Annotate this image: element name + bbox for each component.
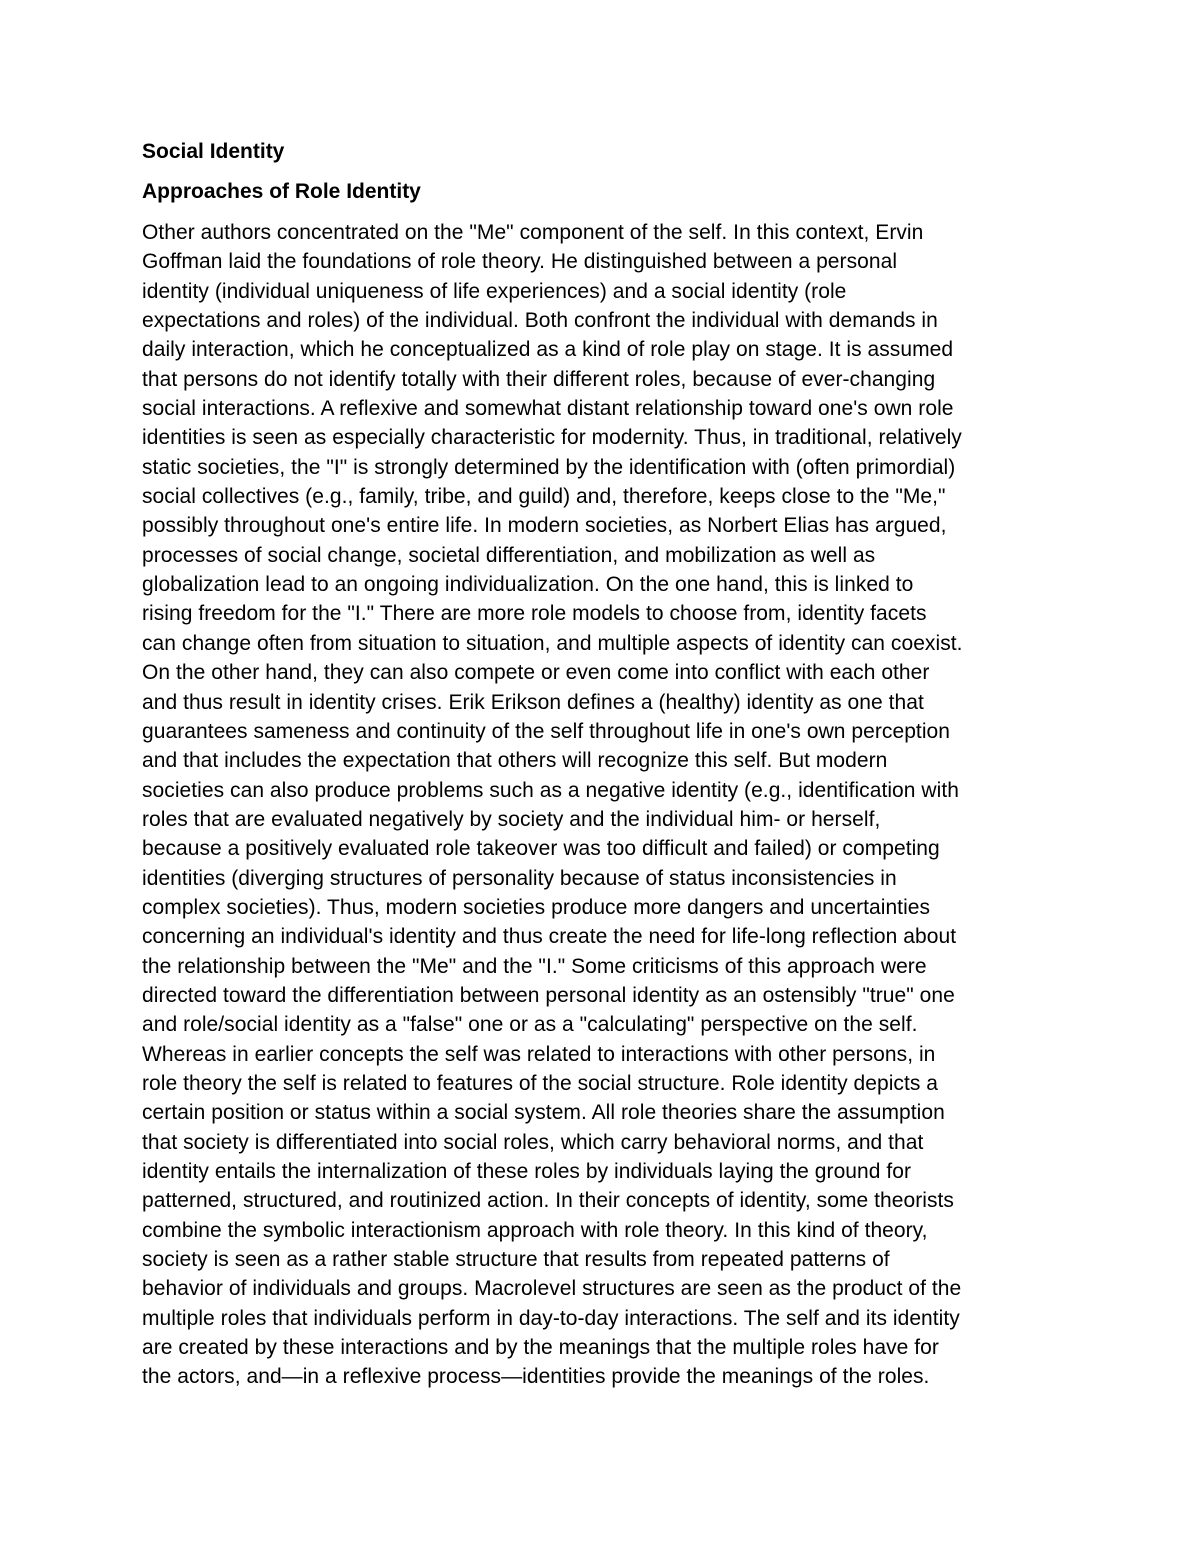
paragraph-line: expectations and roles) of the individual. Both confront the individual with demands in: [142, 309, 938, 333]
paragraph-line: patterned, structured, and routinized action. In their concepts of identity, some theorists: [142, 1189, 954, 1213]
paragraph-line: and that includes the expectation that others will recognize this self. But modern: [142, 749, 888, 773]
paragraph-line: the actors, and—in a reflexive process—identities provide the meanings of the roles.: [142, 1365, 930, 1389]
paragraph-line: roles that are evaluated negatively by society and the individual him- or herself,: [142, 807, 881, 831]
document-title: Social Identity: [142, 140, 285, 163]
paragraph-line: social collectives (e.g., family, tribe, and guild) and, therefore, keeps close to the "Me,": [142, 485, 946, 509]
paragraph-line: processes of social change, societal differentiation, and mobilization as well as: [142, 543, 876, 567]
paragraph-line: complex societies). Thus, modern societies produce more dangers and uncertainties: [142, 895, 931, 919]
paragraph-line: concerning an individual's identity and thus create the need for life-long reflection about: [142, 925, 957, 949]
paragraph-line: directed toward the differentiation between personal identity as an ostensibly "true" one: [142, 983, 955, 1007]
paragraph-line: static societies, the "I" is strongly determined by the identification with (often primordial): [142, 455, 956, 479]
paragraph-line: identities is seen as especially characteristic for modernity. Thus, in traditional, relatively: [142, 426, 962, 450]
paragraph-line: society is seen as a rather stable structure that results from repeated patterns of: [142, 1248, 890, 1272]
paragraph-line: and thus result in identity crises. Erik Erikson defines a (healthy) identity as one that: [142, 690, 924, 714]
paragraph-line: identity entails the internalization of these roles by individuals laying the ground for: [142, 1160, 912, 1183]
paragraph-line: guarantees sameness and continuity of the self throughout life in one's own perception: [142, 719, 950, 743]
paragraph-line: can change often from situation to situation, and multiple aspects of identity can coexist.: [142, 631, 963, 655]
paragraph-line: globalization lead to an ongoing individualization. On the one hand, this is linked to: [142, 573, 914, 597]
body-paragraph: [142, 218, 1077, 1392]
paragraph-line: because a positively evaluated role takeover was too difficult and failed) or competing: [142, 837, 940, 861]
paragraph-line: identity (individual uniqueness of life experiences) and a social identity (role: [142, 279, 847, 303]
paragraph-line: that society is differentiated into social roles, which carry behavioral norms, and that: [142, 1130, 924, 1154]
paragraph-line: Goffman laid the foundations of role theory. He distinguished between a personal: [142, 250, 898, 274]
paragraph-line: Other authors concentrated on the "Me" component of the self. In this context, Ervin: [142, 221, 924, 244]
paragraph-line: possibly throughout one's entire life. In modern societies, as Norbert Elias has argued,: [142, 514, 947, 538]
paragraph-line: are created by these interactions and by the meanings that the multiple roles have for: [142, 1336, 939, 1360]
paragraph-line: identities (diverging structures of personality because of status inconsistencies in: [142, 866, 897, 890]
paragraph-line: social interactions. A reflexive and somewhat distant relationship toward one's own role: [142, 397, 954, 421]
paragraph-line: behavior of individuals and groups. Macrolevel structures are seen as the product of the: [142, 1277, 962, 1301]
paragraph-line: certain position or status within a social system. All role theories share the assumption: [142, 1101, 945, 1125]
paragraph-line: role theory the self is related to features of the social structure. Role identity depicts a: [142, 1071, 939, 1095]
paragraph-line: On the other hand, they can also compete or even come into conflict with each other: [142, 661, 930, 685]
paragraph-line: rising freedom for the "I." There are more role models to choose from, identity facets: [142, 602, 927, 626]
section-heading: Approaches of Role Identity: [142, 180, 421, 203]
paragraph-line: and role/social identity as a "false" one or as a "calculating" perspective on the self.: [142, 1013, 918, 1037]
paragraph-line: daily interaction, which he conceptualized as a kind of role play on stage. It is assumed: [142, 338, 954, 362]
paragraph-line: Whereas in earlier concepts the self was related to interactions with other persons, in: [142, 1042, 936, 1066]
paragraph-line: societies can also produce problems such as a negative identity (e.g., identification with: [142, 778, 959, 802]
paragraph-line: combine the symbolic interactionism approach with role theory. In this kind of theory,: [142, 1218, 928, 1242]
paragraph-line: multiple roles that individuals perform in day-to-day interactions. The self and its identity: [142, 1306, 960, 1330]
document-content: [142, 138, 1077, 1392]
paragraph-line: that persons do not identify totally with their different roles, because of ever-changing: [142, 367, 936, 391]
paragraph-line: the relationship between the "Me" and the "I." Some criticisms of this approach were: [142, 954, 927, 978]
